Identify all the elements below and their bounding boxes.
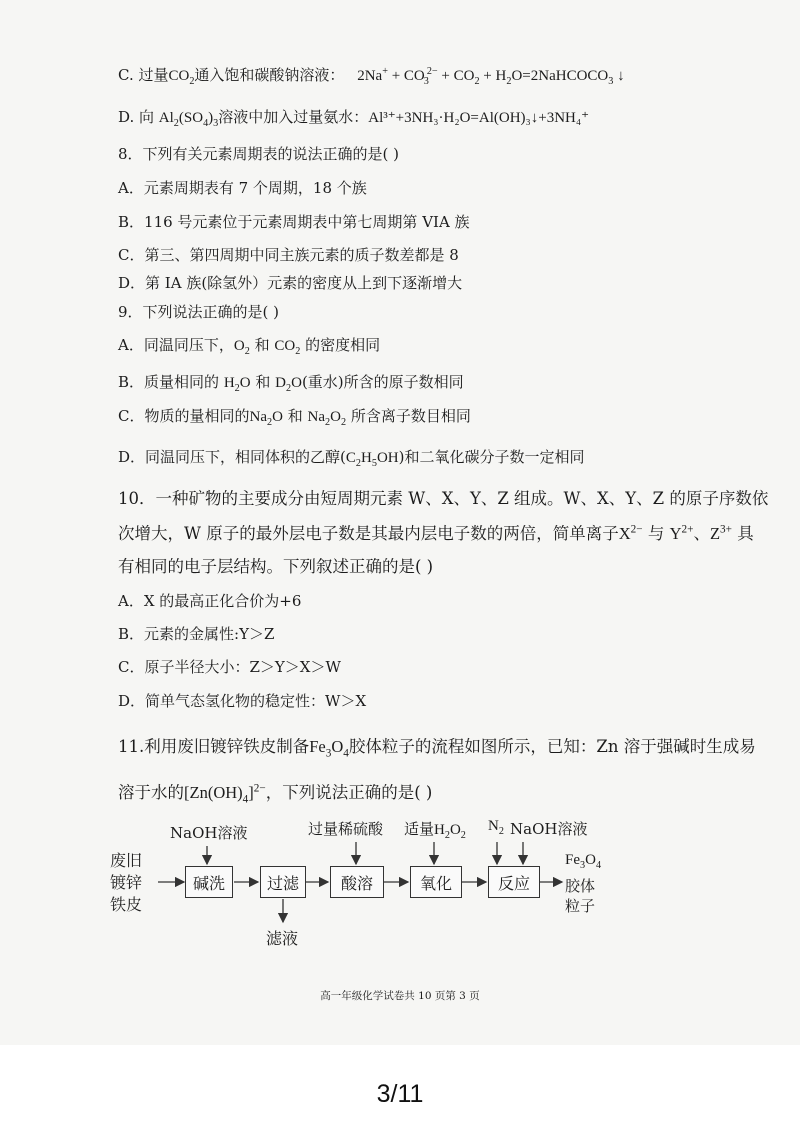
q10-line-1: 10．一种矿物的主要成分由短周期元素 W、X、Y、Z 组成。W、X、Y、Z 的原子序数依	[118, 489, 769, 508]
q9-b-mid: 和	[255, 373, 271, 391]
q10-option-a: A．X 的最高正化合价为+6	[118, 592, 302, 610]
reagent-h2o2: 适量$H_2O_2$	[404, 820, 466, 841]
q11-line-1: 11.利用废旧镀锌铁皮制备$Fe_3O_4$胶体粒子的流程如图所示，已知：Zn 溶于强碱时生成易	[118, 737, 756, 760]
q9-a-pre: A．同温同压下，	[118, 336, 234, 354]
q11-l1-post: 胶体粒子的流程如图所示，已知：Zn 溶于强碱时生成易	[348, 737, 756, 756]
q9-a-post: 的密度相同	[305, 336, 381, 354]
q9-d-pre: D．同温同压下，相同体积的乙醇(	[118, 448, 346, 466]
q8-stem: 8．下列有关元素周期表的说法正确的是( )	[118, 145, 400, 163]
product-label: $Fe_3O_4$ 胶体 粒子	[565, 852, 602, 915]
q7-d-equation: Al³⁺+3NH₃·H₂O=Al(OH)₃↓+3NH₄⁺	[368, 110, 590, 126]
q10-option-d: D．简单气态氢化物的稳定性：W＞X	[118, 692, 367, 710]
step-acid-dissolve: 酸溶	[330, 866, 384, 898]
q9-c-mid: 和	[287, 407, 303, 425]
q7-c-mid: 通入饱和碳酸钠溶液：	[194, 66, 345, 84]
q10-line-2: 次增大，W 原子的最外层电子数是其最内层电子数的两倍，简单离子$X^{2-}$ 与 $Y^{2+}$、$Z^{3+}$ 具	[118, 523, 754, 543]
q10-l2-pre: 次增大，W 原子的最外层电子数是其最内层电子数的两倍，简单离子	[118, 524, 619, 543]
q7-option-d: D. 向 $Al_2(SO_4)_3$溶液中加入过量氨水：Al³⁺+3NH₃·H₂O=Al(OH)₃↓+3NH₄⁺	[118, 108, 590, 129]
flow-input-label: 废旧 镀锌 铁皮	[110, 851, 143, 914]
q8-option-b: B．116 号元素位于元素周期表中第七周期第 VIA 族	[118, 213, 470, 231]
q9-c-pre: C．物质的量相同的	[118, 407, 250, 425]
q7-d-mid: 溶液中加入过量氨水：	[218, 108, 369, 126]
q11-l2-post: ，下列说法正确的是( )	[265, 783, 433, 802]
q10-l2-sep: 、	[693, 524, 710, 543]
q9-option-b: B．质量相同的 $H_2O$ 和 $D_2O$(重水)所含的原子数相同	[118, 373, 464, 394]
q11-l1-pre: 11.利用废旧镀锌铁皮制备	[118, 737, 310, 756]
q11-l2-pre: 溶于水的	[118, 783, 184, 802]
q10-option-c: C．原子半径大小：Z＞Y＞X＞W	[118, 658, 341, 676]
q9-c-post: 所含离子数目相同	[350, 407, 471, 425]
q9-b-pre: B．质量相同的	[118, 373, 220, 391]
q7-c-eq-tail: =2NaHCO	[522, 68, 588, 84]
q10-l2-post: 具	[731, 524, 754, 543]
reagent-n2: $N_2$	[488, 818, 504, 837]
q8-option-c: C．第三、第四周期中同主族元素的质子数差都是 8	[118, 246, 459, 264]
reagent-dilute-h2so4: 过量稀硫酸	[308, 820, 384, 838]
q9-stem: 9．下列说法正确的是( )	[118, 303, 280, 321]
q7-option-c: C. 过量$CO_2$通入饱和碳酸钠溶液： $2Na^+ + CO_3^{2-} + CO_2$ + $H_2O=2NaHCOCO_3$ ↓	[118, 66, 625, 87]
q7-c-prefix: C. 过量	[118, 66, 169, 84]
q7-d-prefix: D. 向	[118, 108, 159, 126]
q9-b-post: (重水)所含的原子数相同	[301, 373, 464, 391]
step-alkali-wash: 碱洗	[185, 866, 233, 898]
step-oxidation: 氧化	[410, 866, 462, 898]
page-indicator: 3/11	[376, 1080, 424, 1108]
q10-l2-mid: 与	[642, 524, 670, 543]
q9-option-c: C．物质的量相同的$Na_2O$ 和 $Na_2O_2$ 所含离子数目相同	[118, 407, 471, 428]
q8-option-a: A．元素周期表有 7 个周期，18 个族	[118, 179, 367, 197]
page-footer: 高一年级化学试卷共 10 页第 3 页	[320, 990, 480, 1002]
reagent-naoh-1: NaOH溶液	[170, 824, 248, 842]
q9-option-d: D．同温同压下，相同体积的乙醇$(C_2H_5OH)$和二氧化碳分子数一定相同	[118, 448, 585, 469]
q8-option-d: D．第 IA 族(除氢外）元素的密度从上到下逐渐增大	[118, 274, 463, 292]
q9-a-mid: 和	[254, 336, 270, 354]
step-filtration: 过滤	[260, 866, 306, 898]
step-reaction: 反应	[488, 866, 540, 898]
reagent-naoh-2: NaOH溶液	[510, 820, 588, 838]
q9-option-a: A．同温同压下，$O_2$ 和 $CO_2$ 的密度相同	[118, 336, 381, 357]
q10-line-3: 有相同的电子层结构。下列叙述正确的是( )	[118, 557, 434, 576]
q9-d-post: )和二氧化碳分子数一定相同	[398, 448, 585, 466]
q10-option-b: B．元素的金属性:Y＞Z	[118, 625, 275, 643]
q11-line-2: 溶于水的$[Zn(OH)_4]^{2-}$，下列说法正确的是( )	[118, 782, 433, 806]
waste-filtrate: 滤液	[266, 929, 299, 948]
